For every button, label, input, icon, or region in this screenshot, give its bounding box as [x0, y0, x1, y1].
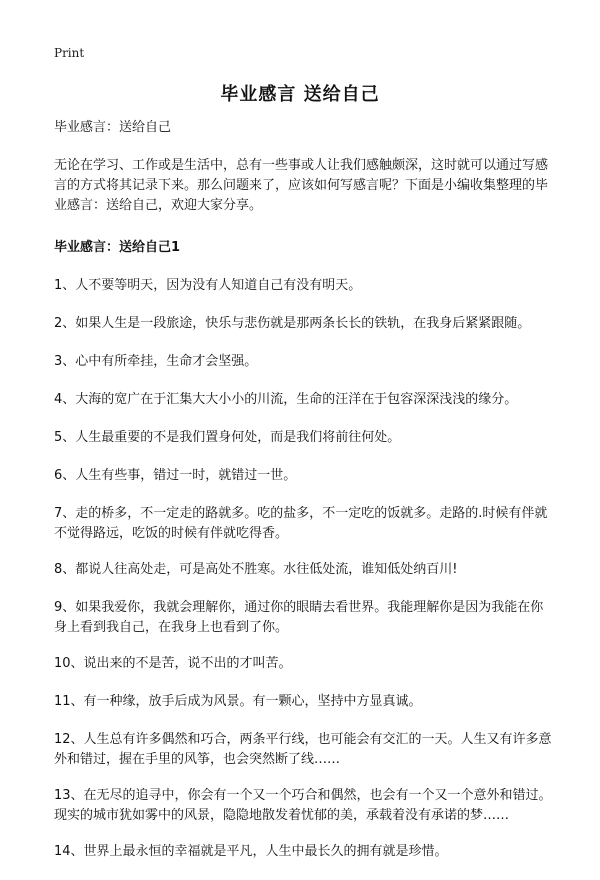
- article-body: [54, 118, 554, 880]
- quote-item: 10、说出来的不是苦，说不出的才叫苦。: [54, 656, 292, 671]
- quote-item: 6、人生有些事，错过一时，就错过一世。: [54, 468, 297, 483]
- quote-item: 12、人生总有许多偶然和巧合，两条平行线，也可能会有交汇的一天。人生又有许多意外和错过，握在手里的风筝，也会突然断了线……: [54, 732, 552, 767]
- section-heading: 毕业感言：送给自己1: [54, 240, 181, 255]
- article-subtitle: 毕业感言：送给自己: [54, 120, 172, 135]
- intro-paragraph: 无论在学习、工作或是生活中，总有一些事或人让我们感触颇深，这时就可以通过写感言的方式将其记录下来。那么问题来了，应该如何写感言呢？下面是小编收集整理的毕业感言：送给自己，欢迎大家分享。: [54, 158, 549, 213]
- page-title: 毕业感言 送给自己: [220, 84, 380, 105]
- quote-item: 3、心中有所牵挂，生命才会坚强。: [54, 354, 258, 369]
- quote-item: 5、人生最重要的不是我们置身何处，而是我们将前往何处。: [54, 430, 401, 445]
- print-link[interactable]: Print: [54, 46, 85, 60]
- quote-item: 11、有一种缘，放手后成为风景。有一颗心，坚持中方显真诚。: [54, 694, 422, 709]
- quote-item: 14、世界上最永恒的幸福就是平凡，人生中最长久的拥有就是珍惜。: [54, 844, 448, 859]
- quote-item: 4、大海的宽广在于汇集大大小小的川流，生命的汪洋在于包容深深浅浅的缘分。: [54, 392, 518, 407]
- quote-item: 2、如果人生是一段旅途，快乐与悲伤就是那两条长长的铁轨，在我身后紧紧跟随。: [54, 316, 531, 331]
- quote-item: 7、走的桥多，不一定走的路就多。吃的盐多，不一定吃的饭就多。走路的.时候有伴就不觉得路远，吃饭的时候有伴就吃得香。: [54, 506, 548, 541]
- quote-item: 13、在无尽的追寻中，你会有一个又一个巧合和偶然，也会有一个又一个意外和错过。现实的城市犹如雾中的风景，隐隐地散发着忧郁的美，承载着没有承诺的梦……: [54, 788, 552, 823]
- quote-item: 8、都说人往高处走，可是高处不胜寒。水往低处流，谁知低处纳百川!: [54, 562, 458, 577]
- quote-item: 9、如果我爱你，我就会理解你，通过你的眼睛去看世界。我能理解你是因为我能在你身上看到我自己，在我身上也看到了你。: [54, 600, 544, 635]
- quote-item: 1、人不要等明天，因为没有人知道自己有没有明天。: [54, 278, 362, 293]
